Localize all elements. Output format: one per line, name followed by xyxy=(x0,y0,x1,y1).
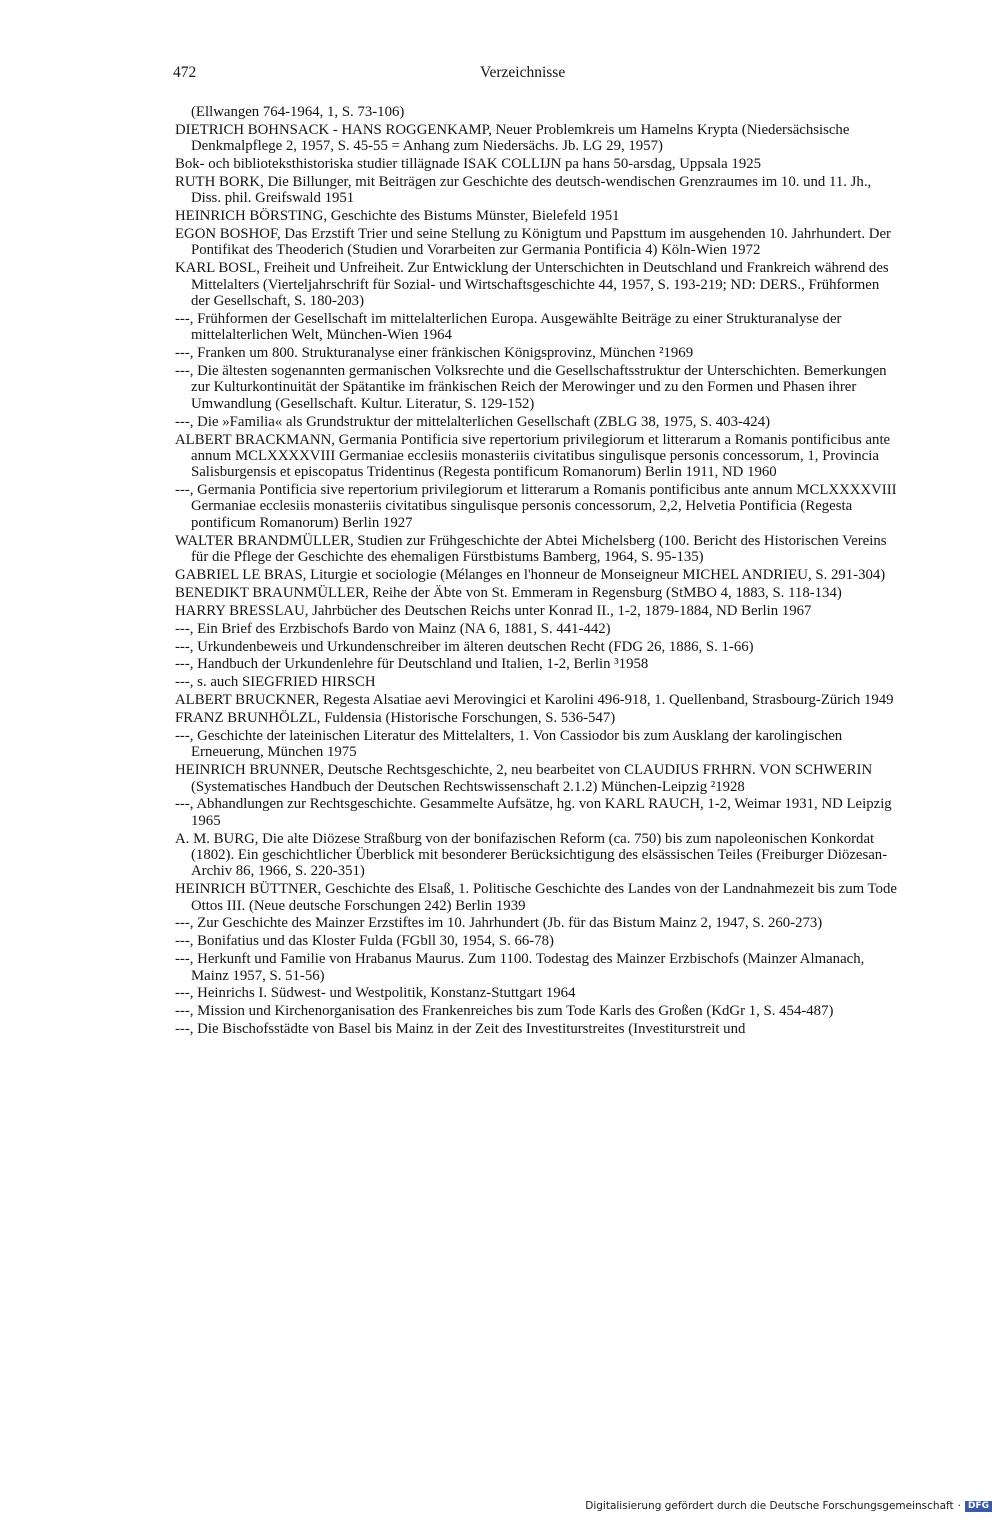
bibliography-entry: Bok- och biblioteksthistoriska studier tillägnade ISAK COLLIJN pa hans 50-arsdag, Uppsala 1925 xyxy=(175,156,762,173)
bibliography-entry: ---, s. auch SIEGFRIED HIRSCH xyxy=(175,674,376,691)
bibliography-entry: ---, Urkundenbeweis und Urkundenschreiber im älteren deutschen Recht (FDG 26, 1886, S. 1-66) xyxy=(175,638,754,655)
bibliography-entry: BENEDIKT BRAUNMÜLLER, Reihe der Äbte von St. Emmeram in Regensburg (StMBO 4, 1883, S. 118-134) xyxy=(175,584,842,601)
bibliography-entry: ---, Handbuch der Urkundenlehre für Deutschland und Italien, 1-2, Berlin ³1958 xyxy=(175,656,649,673)
bibliography-entry: (Ellwangen 764-1964, 1, S. 73-106) xyxy=(191,104,405,120)
bibliography-entry: ALBERT BRUCKNER, Regesta Alsatiae aevi Merovingici et Karolini 496-918, 1. Quellenband, Strasbourg-Zürich 1949 xyxy=(175,692,894,709)
dfg-logo-icon: DFG xyxy=(965,1501,992,1512)
bibliography-entry: ---, Die »Familia« als Grundstruktur der mittelalterlichen Gesellschaft (ZBLG 38, 1975, S. 403-424) xyxy=(175,413,771,430)
bibliography-entry: DIETRICH BOHNSACK - HANS ROGGENKAMP, Neuer Problemkreis um Hamelns Krypta (Niedersächsische Denkmalpflege 2, 1957, S. 45-55 = Anhang zum Niedersächs. Jb. LG 29, 1957) xyxy=(175,121,850,155)
footer-separator: · xyxy=(957,1500,961,1512)
bibliography-entry: ---, Mission und Kirchenorganisation des Frankenreiches bis zum Tode Karls des Großen (KdGr 1, S. 454-487) xyxy=(175,1003,834,1020)
bibliography-entry: HEINRICH BRUNNER, Deutsche Rechtsgeschichte, 2, neu bearbeitet von CLAUDIUS FRHRN. VON SCHWERIN (Systematisches Handbuch der Deutschen Rechtswissenschaft 2.1.2) München-Leipzig ²1928 xyxy=(175,762,873,795)
bibliography-entry: ---, Ein Brief des Erzbischofs Bardo von Mainz (NA 6, 1881, S. 441-442) xyxy=(175,620,611,637)
bibliography-entry: WALTER BRANDMÜLLER, Studien zur Frühgeschichte der Abtei Michelsberg (100. Bericht des Historischen Vereins für die Pflege der Geschichte des ehemaligen Fürstbistums Bamberg, 1964, S. 95-135) xyxy=(175,532,887,566)
bibliography-entry: ---, Die Bischofsstädte von Basel bis Mainz in der Zeit des Investiturstreites (Investiturstreit und xyxy=(175,1021,746,1038)
bibliography-entry: ---, Geschichte der lateinischen Literatur des Mittelalters, 1. Von Cassiodor bis zum Ausklang der karolingischen Erneuerung, München 1975 xyxy=(175,727,843,761)
bibliography-entry: HEINRICH BÜTTNER, Geschichte des Elsaß, 1. Politische Geschichte des Landes von der Landnahmezeit bis zum Tode Ottos III. (Neue deutsche Forschungen 242) Berlin 1939 xyxy=(175,881,897,914)
page-number: 472 xyxy=(173,64,197,81)
bibliography-entry: ALBERT BRACKMANN, Germania Pontificia sive repertorium privilegiorum et litterarum a Romanis pontificibus ante annum MCLXXXXVIII Germaniae ecclesiis monasteriis civitatibus singulisque personis concessorum, 1, Provincia Salisburgensis et episcopatus Tridentinus (Regesta pontificum Romanorum) Berlin 1911, ND 1960 xyxy=(175,431,891,481)
bibliography-entry: HEINRICH BÖRSTING, Geschichte des Bistums Münster, Bielefeld 1951 xyxy=(175,208,620,225)
bibliography-entry: ---, Die ältesten sogenannten germanischen Volksrechte und die Gesellschaftsstruktur der Unterschichten. Bemerkungen zur Kulturkontinuität der Spätantike im fränkischen Reich der Merowinger und zu den Formen und Phasen ihrer Umwandlung (Gesellschaft. Kultur. Literatur, S. 129-152) xyxy=(175,363,887,412)
bibliography-list xyxy=(175,104,897,1039)
footer-credit xyxy=(585,1500,992,1513)
bibliography-entry: ---, Herkunft und Familie von Hrabanus Maurus. Zum 1100. Todestag des Mainzer Erzbischofs (Mainzer Almanach, Mainz 1957, S. 51-56) xyxy=(175,951,865,984)
running-header: Verzeichnisse xyxy=(480,64,566,81)
bibliography-entry: KARL BOSL, Freiheit und Unfreiheit. Zur Entwicklung der Unterschichten in Deutschland und Frankreich während des Mittelalters (Vierteljahrschrift für Sozial- und Wirtschaftsgeschichte 44, 1957, S. 193-219; ND: DERS., Frühformen der Gesellschaft, S. 180-203) xyxy=(175,260,889,310)
bibliography-entry: RUTH BORK, Die Billunger, mit Beiträgen zur Geschichte des deutsch-wendischen Grenzraumes im 10. und 11. Jh., Diss. phil. Greifswald 1951 xyxy=(175,174,872,207)
bibliography-entry: ---, Franken um 800. Strukturanalyse einer fränkischen Königsprovinz, München ²1969 xyxy=(175,345,694,362)
bibliography-entry: ---, Frühformen der Gesellschaft im mittelalterlichen Europa. Ausgewählte Beiträge zu einer Strukturanalyse der mittelalterlichen Welt, München-Wien 1964 xyxy=(175,310,842,344)
footer-text: Digitalisierung gefördert durch die Deutsche Forschungsgemeinschaft xyxy=(585,1500,954,1512)
bibliography-entry: GABRIEL LE BRAS, Liturgie et sociologie (Mélanges en l'honneur de Monseigneur MICHEL ANDRIEU, S. 291-304) xyxy=(175,566,886,583)
bibliography-entry: ---, Zur Geschichte des Mainzer Erzstiftes im 10. Jahrhundert (Jb. für das Bistum Mainz 2, 1947, S. 260-273) xyxy=(175,915,823,932)
bibliography-entry: EGON BOSHOF, Das Erzstift Trier und seine Stellung zu Königtum und Papsttum im ausgehenden 10. Jahrhundert. Der Pontifikat des Theoderich (Studien und Vorarbeiten zur Germania Pontificia 4) Köln-Wien 1972 xyxy=(175,226,891,259)
bibliography-entry: HARRY BRESSLAU, Jahrbücher des Deutschen Reichs unter Konrad II., 1-2, 1879-1884, ND Berlin 1967 xyxy=(175,602,812,619)
bibliography-entry: A. M. BURG, Die alte Diözese Straßburg von der bonifazischen Reform (ca. 750) bis zum napoleonischen Konkordat (1802). Ein geschichtlicher Überblick mit besonderer Berücksichtigung des elsässischen Teiles (Freiburger Diözesan-Archiv 86, 1966, S. 220-351) xyxy=(175,830,888,880)
bibliography-entry: ---, Abhandlungen zur Rechtsgeschichte. Gesammelte Aufsätze, hg. von KARL RAUCH, 1-2, Weimar 1931, ND Leipzig 1965 xyxy=(175,796,892,829)
bibliography-entry: ---, Germania Pontificia sive repertorium privilegiorum et litterarum a Romanis pontificibus ante annum MCLXXXXVIII Germaniae ecclesiis monasteriis civitatibus singulisque personis concessorum, 2,2, Helvetia Pontificia (Regesta pontificum Romanorum) Berlin 1927 xyxy=(175,482,897,531)
bibliography-entry: ---, Heinrichs I. Südwest- und Westpolitik, Konstanz-Stuttgart 1964 xyxy=(175,985,576,1002)
bibliography-entry: FRANZ BRUNHÖLZL, Fuldensia (Historische Forschungen, S. 536-547) xyxy=(175,710,616,727)
bibliography-entry: ---, Bonifatius und das Kloster Fulda (FGbll 30, 1954, S. 66-78) xyxy=(175,933,554,950)
